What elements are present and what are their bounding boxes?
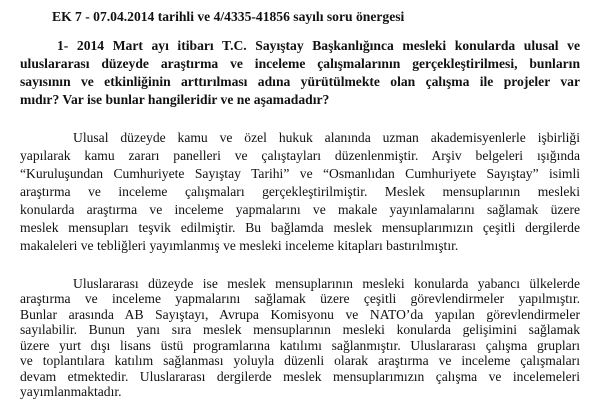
paragraph1-line: araştırma ve inceleme çalışmaları gerçekleştirilmiştir. Meslek mensuplarının mesleki xyxy=(20,184,580,199)
paragraph1-line: yapılarak kamu zararı panelleri ve çalıştayları düzenlenmiştir. Arşiv belgeleri ışığında xyxy=(20,148,580,163)
paragraph1-line: Ulusal düzeyde kamu ve özel hukuk alanında uzman akademisyenlerle işbirliği xyxy=(73,130,580,145)
paragraph2-line: üzere yurt dışı lisans üstü programlarına katılımı sağlanmıştır. Uluslararası çalışma grupları xyxy=(20,337,580,353)
question-line: sayısının ve etkinliğinin arttırılması adına yürütülmekte olan çalışma ile projeler var xyxy=(20,74,580,89)
paragraph1-line: “Kuruluşundan Cumhuriyete Sayıştay Tarihi” ve “Osmanlıdan Cumhuriyete Sayıştay” isimli xyxy=(20,166,580,181)
paragraph2-line: devam etmektedir. Uluslararası dergilerde meslek mensuplarımızın çalışma ve incelemeleri xyxy=(20,368,580,384)
document-header: EK 7 - 07.04.2014 tarihli ve 4/4335-41856 sayılı soru önergesi xyxy=(52,9,405,24)
paragraph1-line: meslek mensupları teşvik edilmiştir. Bu bağlamda meslek mensuplarımızın çeşitli dergilerde xyxy=(20,220,580,235)
paragraph2-line: yayımlanmaktadır. xyxy=(20,384,122,399)
paragraph2-line: Bunlar arasında AB Sayıştayı, Avrupa Komisyonu ve NATO’da yapılan görevlendirmeler xyxy=(20,306,580,322)
paragraph2-line: araştırma ve inceleme yapmalarını sağlamak üzere çeşitli görevlendirmeler yapılmıştır. xyxy=(20,291,580,307)
question-line: uluslararası düzeyde araştırma ve inceleme çalışmalarının gerçekleştirilmesi, bunların xyxy=(20,56,580,71)
question-line: 1- 2014 Mart ayı itibarı T.C. Sayıştay Başkanlığınca mesleki konularda ulusal ve xyxy=(57,38,580,53)
paragraph1-line: makaleleri ve tebliğleri yayımlanmış ve mesleki inceleme kitapları bastırılmıştır. xyxy=(20,238,459,253)
paragraph2-line: sayılabilir. Bunun yanı sıra meslek mensuplarının mesleki konularda gelişimini sağlamak xyxy=(20,322,580,338)
question-line: mıdır? Var ise bunlar hangileridir ve ne aşamadadır? xyxy=(20,92,330,107)
paragraph2-line: ve toplantılara katılım sağlanması yoluyla düzenli olarak araştırma ve inceleme çalışmaları xyxy=(20,353,580,369)
paragraph2-line: Uluslararası düzeyde ise meslek mensuplarının mesleki konularda yabancı ülkelerde xyxy=(73,276,580,291)
paragraph1-line: konularda araştırma ve inceleme yapmalarını ve makale yayınlamalarını sağlamak üzere xyxy=(20,202,580,217)
